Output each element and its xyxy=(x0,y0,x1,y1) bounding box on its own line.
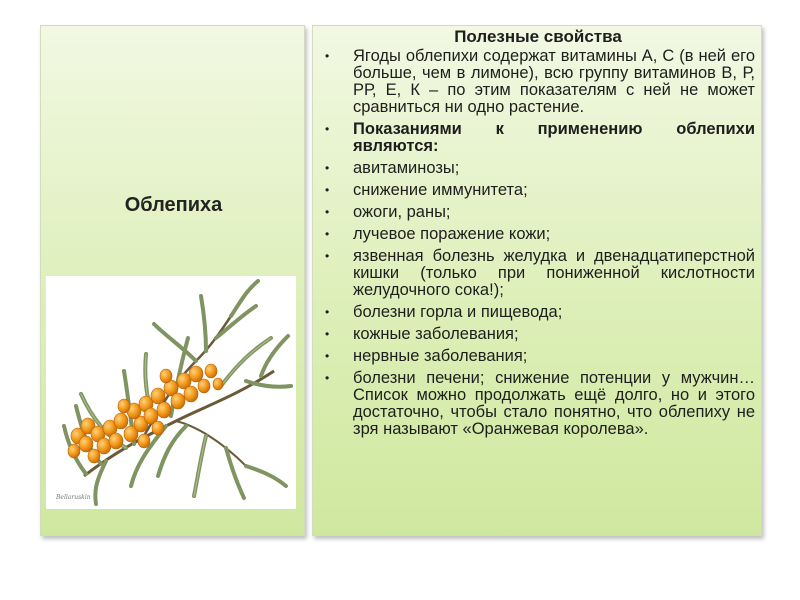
bullet-icon: • xyxy=(325,371,330,385)
plant-title: Облепиха xyxy=(124,194,223,216)
list-item xyxy=(319,48,755,116)
sea-buckthorn-illustration xyxy=(46,276,296,509)
list-item xyxy=(319,121,755,155)
left-panel xyxy=(40,25,305,536)
bullet-icon: • xyxy=(325,183,330,197)
list-item xyxy=(319,304,755,321)
bullet-icon: • xyxy=(325,349,330,363)
list-item-text: лучевое поражение кожи; xyxy=(353,225,551,243)
bullet-icon: • xyxy=(325,49,330,63)
list-item xyxy=(319,326,755,343)
sea-buckthorn-branch-icon xyxy=(46,276,296,509)
list-item-text: нервные заболевания; xyxy=(353,347,528,365)
list-item-text: снижение иммунитета; xyxy=(353,181,528,199)
bullet-icon: • xyxy=(325,205,330,219)
list-item xyxy=(319,204,755,221)
list-item-text: язвенная болезнь желудка и двенадцатиперстной кишки (только при пониженной кислотности желудочного сока!); xyxy=(353,247,755,299)
right-panel xyxy=(312,25,762,536)
properties-list xyxy=(319,48,755,443)
list-item xyxy=(319,370,755,438)
list-item-text: болезни печени; снижение потенции у мужчин… Список можно продолжать ещё долго, но и этого достаточно, чтобы стало понятно, что облепиху не зря называют «Оранжевая королева». xyxy=(353,369,755,438)
list-item-text: Ягоды облепихи содержат витамины А, С (в ней его больше, чем в лимоне), всю группу витаминов В, Р, РР, Е, К – по этим показателям с ней не может сравниться ни одно растение. xyxy=(353,47,755,116)
bullet-icon: • xyxy=(325,305,330,319)
list-item xyxy=(319,226,755,243)
list-item xyxy=(319,248,755,299)
bullet-icon: • xyxy=(325,327,330,341)
list-item-text: ожоги, раны; xyxy=(353,203,451,221)
bullet-icon: • xyxy=(325,122,330,136)
bullet-icon: • xyxy=(325,161,330,175)
list-item-text: авитаминозы; xyxy=(353,159,460,177)
list-item-text: Показаниями к применению облепихи являются: xyxy=(353,120,755,155)
bullet-icon: • xyxy=(325,249,330,263)
list-item xyxy=(319,348,755,365)
list-item xyxy=(319,160,755,177)
list-item-text: болезни горла и пищевода; xyxy=(353,303,563,321)
artist-signature: Bellaruskin xyxy=(56,494,91,501)
list-item xyxy=(319,182,755,199)
section-heading: Полезные свойства xyxy=(454,27,622,46)
list-item-text: кожные заболевания; xyxy=(353,325,519,343)
bullet-icon: • xyxy=(325,227,330,241)
